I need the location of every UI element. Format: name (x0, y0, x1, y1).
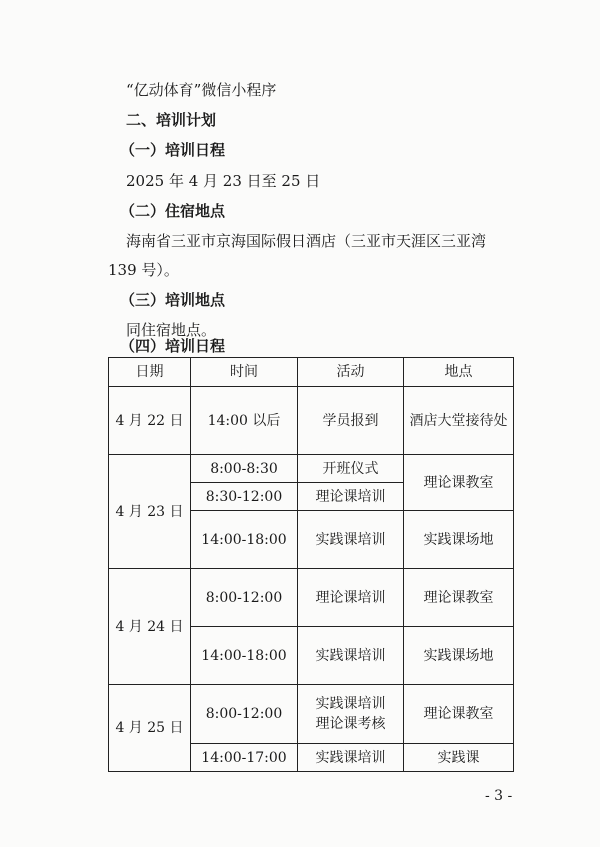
table-row (109, 455, 514, 483)
time-cell: 8:00-12:00 (191, 685, 298, 744)
time-cell: 8:00-8:30 (191, 455, 298, 483)
training-schedule-table (108, 357, 514, 772)
date-cell: 4 月 23 日 (109, 455, 191, 569)
table-row (109, 685, 514, 744)
subheading-accommodation: （二）住宿地点 (120, 202, 226, 220)
section-heading-training-plan: 二、培训计划 (126, 111, 217, 129)
activity-cell: 学员报到 (298, 387, 404, 455)
header-activity: 活动 (298, 358, 404, 387)
time-cell: 8:00-12:00 (191, 569, 298, 627)
place-cell: 理论课教室 (404, 685, 514, 744)
place-cell: 实践课场地 (404, 511, 514, 569)
activity-cell: 实践课培训 (298, 627, 404, 685)
table-header-row (109, 358, 514, 387)
subheading-training-schedule: （四）培训日程 (120, 337, 226, 355)
activity-cell: 实践课培训 (298, 744, 404, 772)
place-cell: 理论课教室 (404, 455, 514, 511)
header-date: 日期 (109, 358, 191, 387)
header-place: 地点 (404, 358, 514, 387)
activity-cell: 实践课培训 (298, 511, 404, 569)
subheading-venue: （三）培训地点 (120, 291, 226, 309)
date-cell: 4 月 24 日 (109, 569, 191, 685)
time-cell: 8:30-12:00 (191, 483, 298, 511)
place-cell: 酒店大堂接待处 (404, 387, 514, 455)
hotel-address-line2: 139 号）。 (108, 261, 179, 279)
place-cell: 实践课 (404, 744, 514, 772)
activity-cell: 开班仪式 (298, 455, 404, 483)
training-dates: 2025 年 4 月 23 日至 25 日 (126, 172, 321, 190)
activity-line: 实践课培训 (315, 696, 386, 712)
table-row (109, 387, 514, 455)
place-cell: 实践课场地 (404, 627, 514, 685)
time-cell: 14:00-18:00 (191, 511, 298, 569)
time-cell: 14:00 以后 (191, 387, 298, 455)
activity-cell: 理论课培训 (298, 483, 404, 511)
activity-cell (298, 685, 404, 744)
hotel-address-line1: 海南省三亚市京海国际假日酒店（三亚市天涯区三亚湾 (126, 232, 487, 250)
activity-line: 理论课考核 (315, 716, 386, 732)
table-row (109, 569, 514, 627)
header-time: 时间 (191, 358, 298, 387)
place-cell: 理论课教室 (404, 569, 514, 627)
date-cell: 4 月 25 日 (109, 685, 191, 772)
venue-text: 同住宿地点。 (126, 321, 217, 339)
subheading-schedule: （一）培训日程 (120, 141, 226, 159)
page-number: - 3 - (485, 788, 513, 804)
time-cell: 14:00-18:00 (191, 627, 298, 685)
miniprogram-line: “亿动体育”微信小程序 (126, 81, 277, 99)
time-cell: 14:00-17:00 (191, 744, 298, 772)
activity-cell: 理论课培训 (298, 569, 404, 627)
date-cell: 4 月 22 日 (109, 387, 191, 455)
